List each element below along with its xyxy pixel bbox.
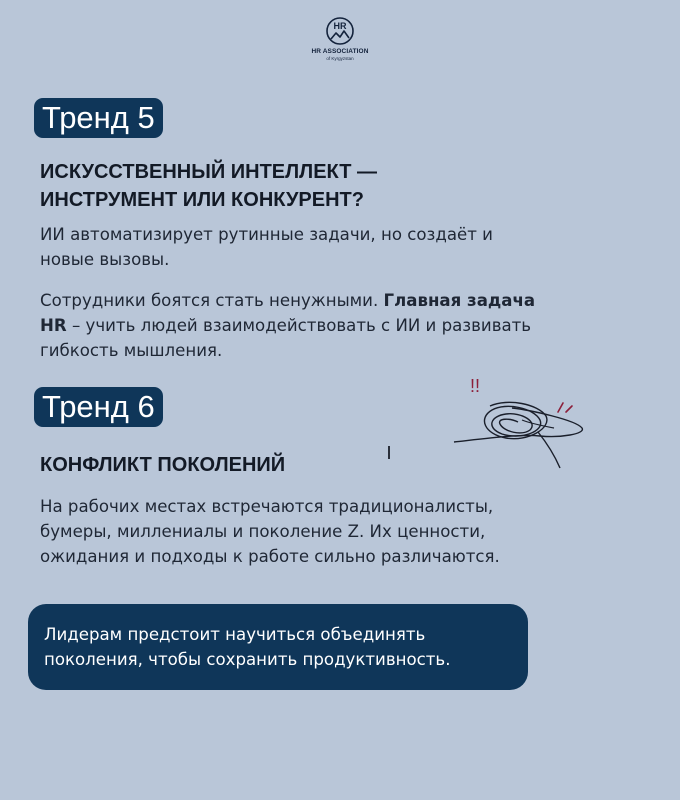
trend-5-p2-plain-2: – учить людей взаимодействовать с ИИ и развивать [66, 316, 532, 335]
trend-6-paragraph-line-2: бумеры, миллениалы и поколение Z. Их ценности, [40, 522, 486, 541]
trend-5-heading-line-1: ИСКУССТВЕННЫЙ ИНТЕЛЛЕКТ — [40, 161, 378, 183]
trend-5-p2-bold-2: HR [40, 316, 67, 335]
trend-5-paragraph-2-line-2 [40, 313, 535, 338]
trend-5-p2-plain-1: Сотрудники боятся стать ненужными. [40, 291, 384, 310]
trend-5-paragraph-2 [40, 288, 535, 363]
callout-line-1: Лидерам предстоит научиться объединять [44, 625, 426, 644]
trend-6-paragraph [40, 494, 500, 569]
trend-6-heading: КОНФЛИКТ ПОКОЛЕНИЙ [40, 454, 286, 476]
logo-mark-letters: HR [333, 21, 347, 31]
trend-6-badge: Тренд 6 [34, 387, 163, 427]
trend-5-p2-bold-1: Главная задача [383, 291, 536, 310]
doodle-exclamation-marks: !! [470, 376, 481, 396]
trend-5-badge: Тренд 5 [34, 98, 163, 138]
trend-5-paragraph-1-line-2: новые вызовы. [40, 250, 170, 269]
leaders-callout-box [28, 604, 528, 690]
logo-name: HR ASSOCIATION [311, 48, 369, 55]
trend-5-paragraph-1-line-1: ИИ автоматизирует рутинные задачи, но создаёт и [40, 225, 493, 244]
text-cursor-mark [388, 446, 390, 459]
callout-line-2: поколения, чтобы сохранить продуктивность. [44, 650, 451, 669]
logo-subtitle: of Kyrgyzstan [326, 56, 354, 61]
trend-6-paragraph-line-1: На рабочих местах встречаются традиционалисты, [40, 497, 494, 516]
trend-5-paragraph-2-line-1 [40, 288, 535, 313]
hr-logo-mark-icon [325, 16, 355, 46]
angry-scribble-doodle-icon [450, 372, 600, 472]
trend-5-heading-line-2: ИНСТРУМЕНТ ИЛИ КОНКУРЕНТ? [40, 189, 364, 211]
trend-5-paragraph-1 [40, 222, 493, 272]
hr-association-logo [300, 16, 380, 61]
callout-text [44, 622, 450, 672]
trend-5-paragraph-2-line-3: гибкость мышления. [40, 341, 223, 360]
trend-6-paragraph-line-3: ожидания и подходы к работе сильно различаются. [40, 547, 500, 566]
